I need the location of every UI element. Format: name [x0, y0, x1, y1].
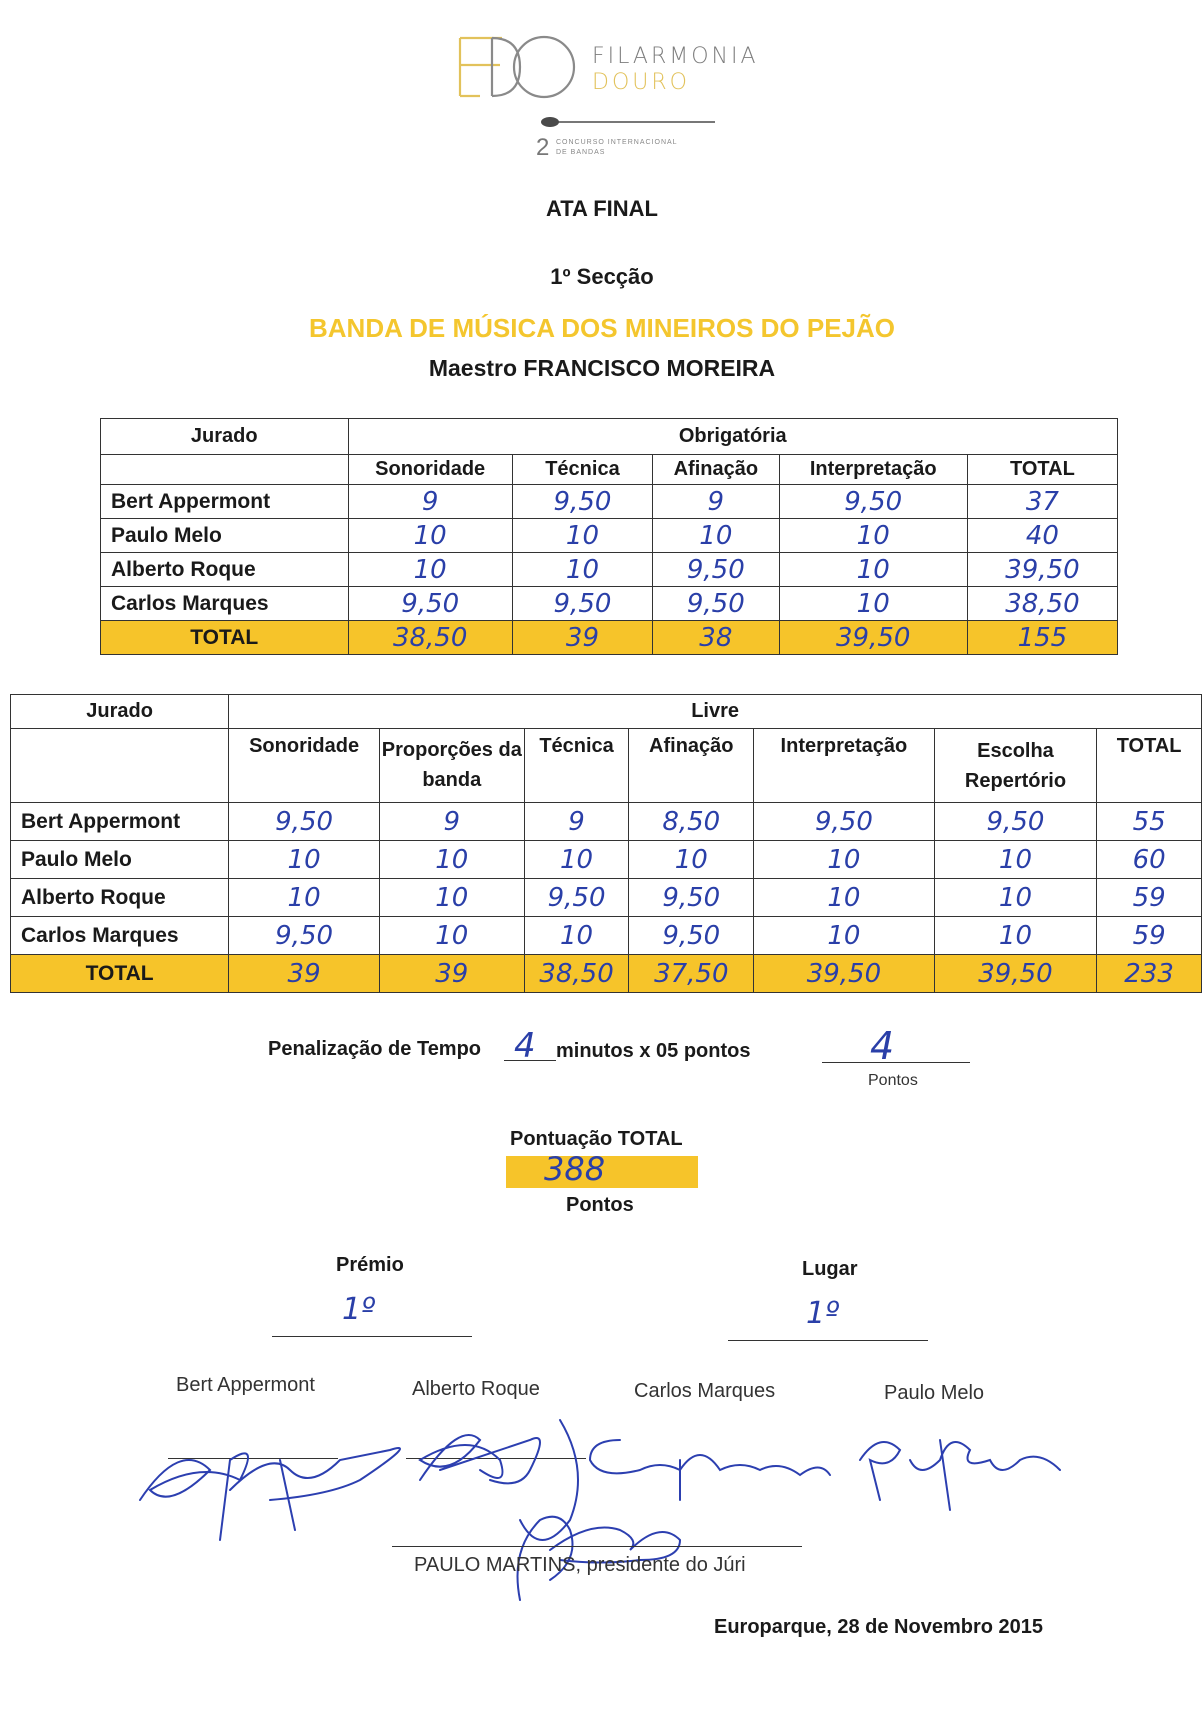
livre-table: [10, 694, 1202, 993]
score-cell: 10: [934, 879, 1097, 917]
signature-bert-appermont: [140, 1448, 400, 1540]
score-cell: 9: [653, 485, 780, 519]
score-cell: 10: [629, 841, 754, 879]
penalty-minutes: 4: [514, 1026, 536, 1066]
score-cell: 60: [1097, 841, 1202, 879]
col-header: Escolha Repertório: [934, 729, 1097, 803]
score-cell: 10: [779, 553, 967, 587]
maestro-name: Maestro FRANCISCO MOREIRA: [428, 355, 776, 381]
obrigatoria-table: [100, 418, 1118, 655]
table-row: [101, 485, 1118, 519]
score-cell: 9: [348, 485, 512, 519]
score-cell: 9,50: [629, 879, 754, 917]
table-row: [11, 841, 1202, 879]
total-cell: 39: [379, 955, 524, 993]
logo-edition-number: 2: [536, 134, 550, 161]
score-cell: 10: [934, 841, 1097, 879]
premio-label: Prémio: [336, 1254, 404, 1276]
juror-name: Carlos Marques: [11, 917, 229, 955]
logo-word-filarmonia: FILARMONIA: [592, 44, 759, 69]
total-score-unit: Pontos: [566, 1194, 634, 1216]
score-cell: 10: [379, 917, 524, 955]
table-row: [101, 587, 1118, 621]
score-cell: 9,50: [512, 485, 652, 519]
score-cell: 10: [348, 519, 512, 553]
total-cell: 37,50: [629, 955, 754, 993]
score-cell: 10: [779, 519, 967, 553]
score-cell: 9,50: [524, 879, 629, 917]
table-row: [101, 553, 1118, 587]
jurado-header: Jurado: [11, 695, 229, 729]
col-header: Interpretação: [754, 729, 935, 803]
col-header: TOTAL: [1097, 729, 1202, 803]
document-title: ATA FINAL: [545, 196, 658, 221]
score-cell: 9,50: [754, 803, 935, 841]
col-header: Técnica: [512, 455, 652, 485]
score-cell: 9,50: [629, 917, 754, 955]
place-date: Europarque, 28 de Novembro 2015: [714, 1616, 1044, 1638]
score-cell: 9,50: [653, 587, 780, 621]
lugar-value: 1º: [806, 1296, 840, 1331]
jurado-header: Jurado: [101, 419, 349, 455]
total-cell: 39,50: [779, 621, 967, 655]
jury-signatures: [120, 1400, 1120, 1630]
total-label: TOTAL: [101, 621, 349, 655]
juror-name: Carlos Marques: [101, 587, 349, 621]
penalty-prefix: Penalização de Tempo: [268, 1038, 482, 1060]
total-cell: 39,50: [754, 955, 935, 993]
penalty-points-label: Pontos: [868, 1072, 918, 1089]
juror-name: Paulo Melo: [11, 841, 229, 879]
juror-name: Paulo Melo: [101, 519, 349, 553]
signature-carlos-marques: [590, 1440, 830, 1500]
score-cell: 37: [967, 485, 1117, 519]
total-cell: 39: [512, 621, 652, 655]
score-cell: 40: [967, 519, 1117, 553]
score-cell: 10: [379, 841, 524, 879]
score-cell: 9: [379, 803, 524, 841]
col-header: TOTAL: [967, 455, 1117, 485]
penalty-points-value: 4: [870, 1024, 895, 1068]
table-row: [101, 519, 1118, 553]
total-row: [11, 955, 1202, 993]
col-header: Sonoridade: [348, 455, 512, 485]
score-cell: 10: [229, 879, 380, 917]
score-cell: 39,50: [967, 553, 1117, 587]
jury-member-name: Bert Appermont: [176, 1374, 315, 1396]
score-cell: 9,50: [512, 587, 652, 621]
total-cell: 38: [653, 621, 780, 655]
score-cell: 10: [754, 917, 935, 955]
logo-word-douro: DOURO: [592, 70, 690, 95]
score-cell: 10: [229, 841, 380, 879]
score-cell: 10: [512, 519, 652, 553]
total-row: [101, 621, 1118, 655]
juror-name: Alberto Roque: [101, 553, 349, 587]
festival-logo: [440, 30, 800, 180]
score-cell: 9: [524, 803, 629, 841]
jury-member-name: Paulo Melo: [884, 1382, 985, 1404]
score-cell: 9,50: [779, 485, 967, 519]
jurado-header-blank: [101, 455, 349, 485]
obrigatoria-group-header: Obrigatória: [348, 419, 1118, 455]
jury-member-name: Carlos Marques: [634, 1380, 776, 1402]
section-title: 1º Secção: [550, 264, 654, 289]
score-cell: 38,50: [967, 587, 1117, 621]
total-cell: 39,50: [934, 955, 1097, 993]
col-header: Afinação: [629, 729, 754, 803]
band-name: BANDA DE MÚSICA DOS MINEIROS DO PEJÃO: [308, 313, 895, 343]
score-cell: 10: [754, 841, 935, 879]
col-header: Sonoridade: [229, 729, 380, 803]
logo-sub-line2: DE BANDAS: [556, 149, 606, 156]
jury-member-name: Alberto Roque: [412, 1378, 540, 1400]
total-cell: 233: [1097, 955, 1202, 993]
col-header: Afinação: [653, 455, 780, 485]
total-score-value: 388: [544, 1150, 606, 1188]
score-cell: 10: [934, 917, 1097, 955]
president-name: PAULO MARTINS, presidente do Júri: [414, 1554, 746, 1576]
total-cell: 38,50: [524, 955, 629, 993]
score-cell: 9,50: [229, 917, 380, 955]
score-cell: 10: [524, 841, 629, 879]
score-cell: 59: [1097, 879, 1202, 917]
score-cell: 10: [524, 917, 629, 955]
lugar-label: Lugar: [802, 1258, 858, 1280]
total-cell: 38,50: [348, 621, 512, 655]
score-cell: 10: [348, 553, 512, 587]
col-header: Técnica: [524, 729, 629, 803]
total-label: TOTAL: [11, 955, 229, 993]
score-cell: 55: [1097, 803, 1202, 841]
score-cell: 10: [653, 519, 780, 553]
score-cell: 10: [779, 587, 967, 621]
juror-name: Bert Appermont: [11, 803, 229, 841]
col-header: Proporções da banda: [379, 729, 524, 803]
score-cell: 10: [379, 879, 524, 917]
score-cell: 9,50: [348, 587, 512, 621]
total-score-label: Pontuação TOTAL: [510, 1128, 683, 1150]
score-cell: 9,50: [653, 553, 780, 587]
score-cell: 10: [512, 553, 652, 587]
juror-name: Bert Appermont: [101, 485, 349, 519]
logo-sub-line1: CONCURSO INTERNACIONAL: [556, 139, 678, 146]
baton-icon: [540, 112, 720, 132]
total-cell: 39: [229, 955, 380, 993]
table-row: [11, 917, 1202, 955]
fd-monogram-icon: [440, 30, 590, 110]
table-row: [11, 879, 1202, 917]
signature-paulo-melo: [860, 1440, 1060, 1510]
score-cell: 59: [1097, 917, 1202, 955]
col-header: Interpretação: [779, 455, 967, 485]
livre-group-header: Livre: [229, 695, 1202, 729]
score-cell: 9,50: [934, 803, 1097, 841]
jurado-header-blank: [11, 729, 229, 803]
total-cell: 155: [967, 621, 1117, 655]
signature-alberto-roque: [420, 1420, 578, 1540]
table-row: [11, 803, 1202, 841]
penalty-suffix: minutos x 05 pontos: [556, 1040, 751, 1062]
score-cell: 8,50: [629, 803, 754, 841]
score-cell: 10: [754, 879, 935, 917]
premio-value: 1º: [342, 1292, 376, 1327]
juror-name: Alberto Roque: [11, 879, 229, 917]
score-cell: 9,50: [229, 803, 380, 841]
